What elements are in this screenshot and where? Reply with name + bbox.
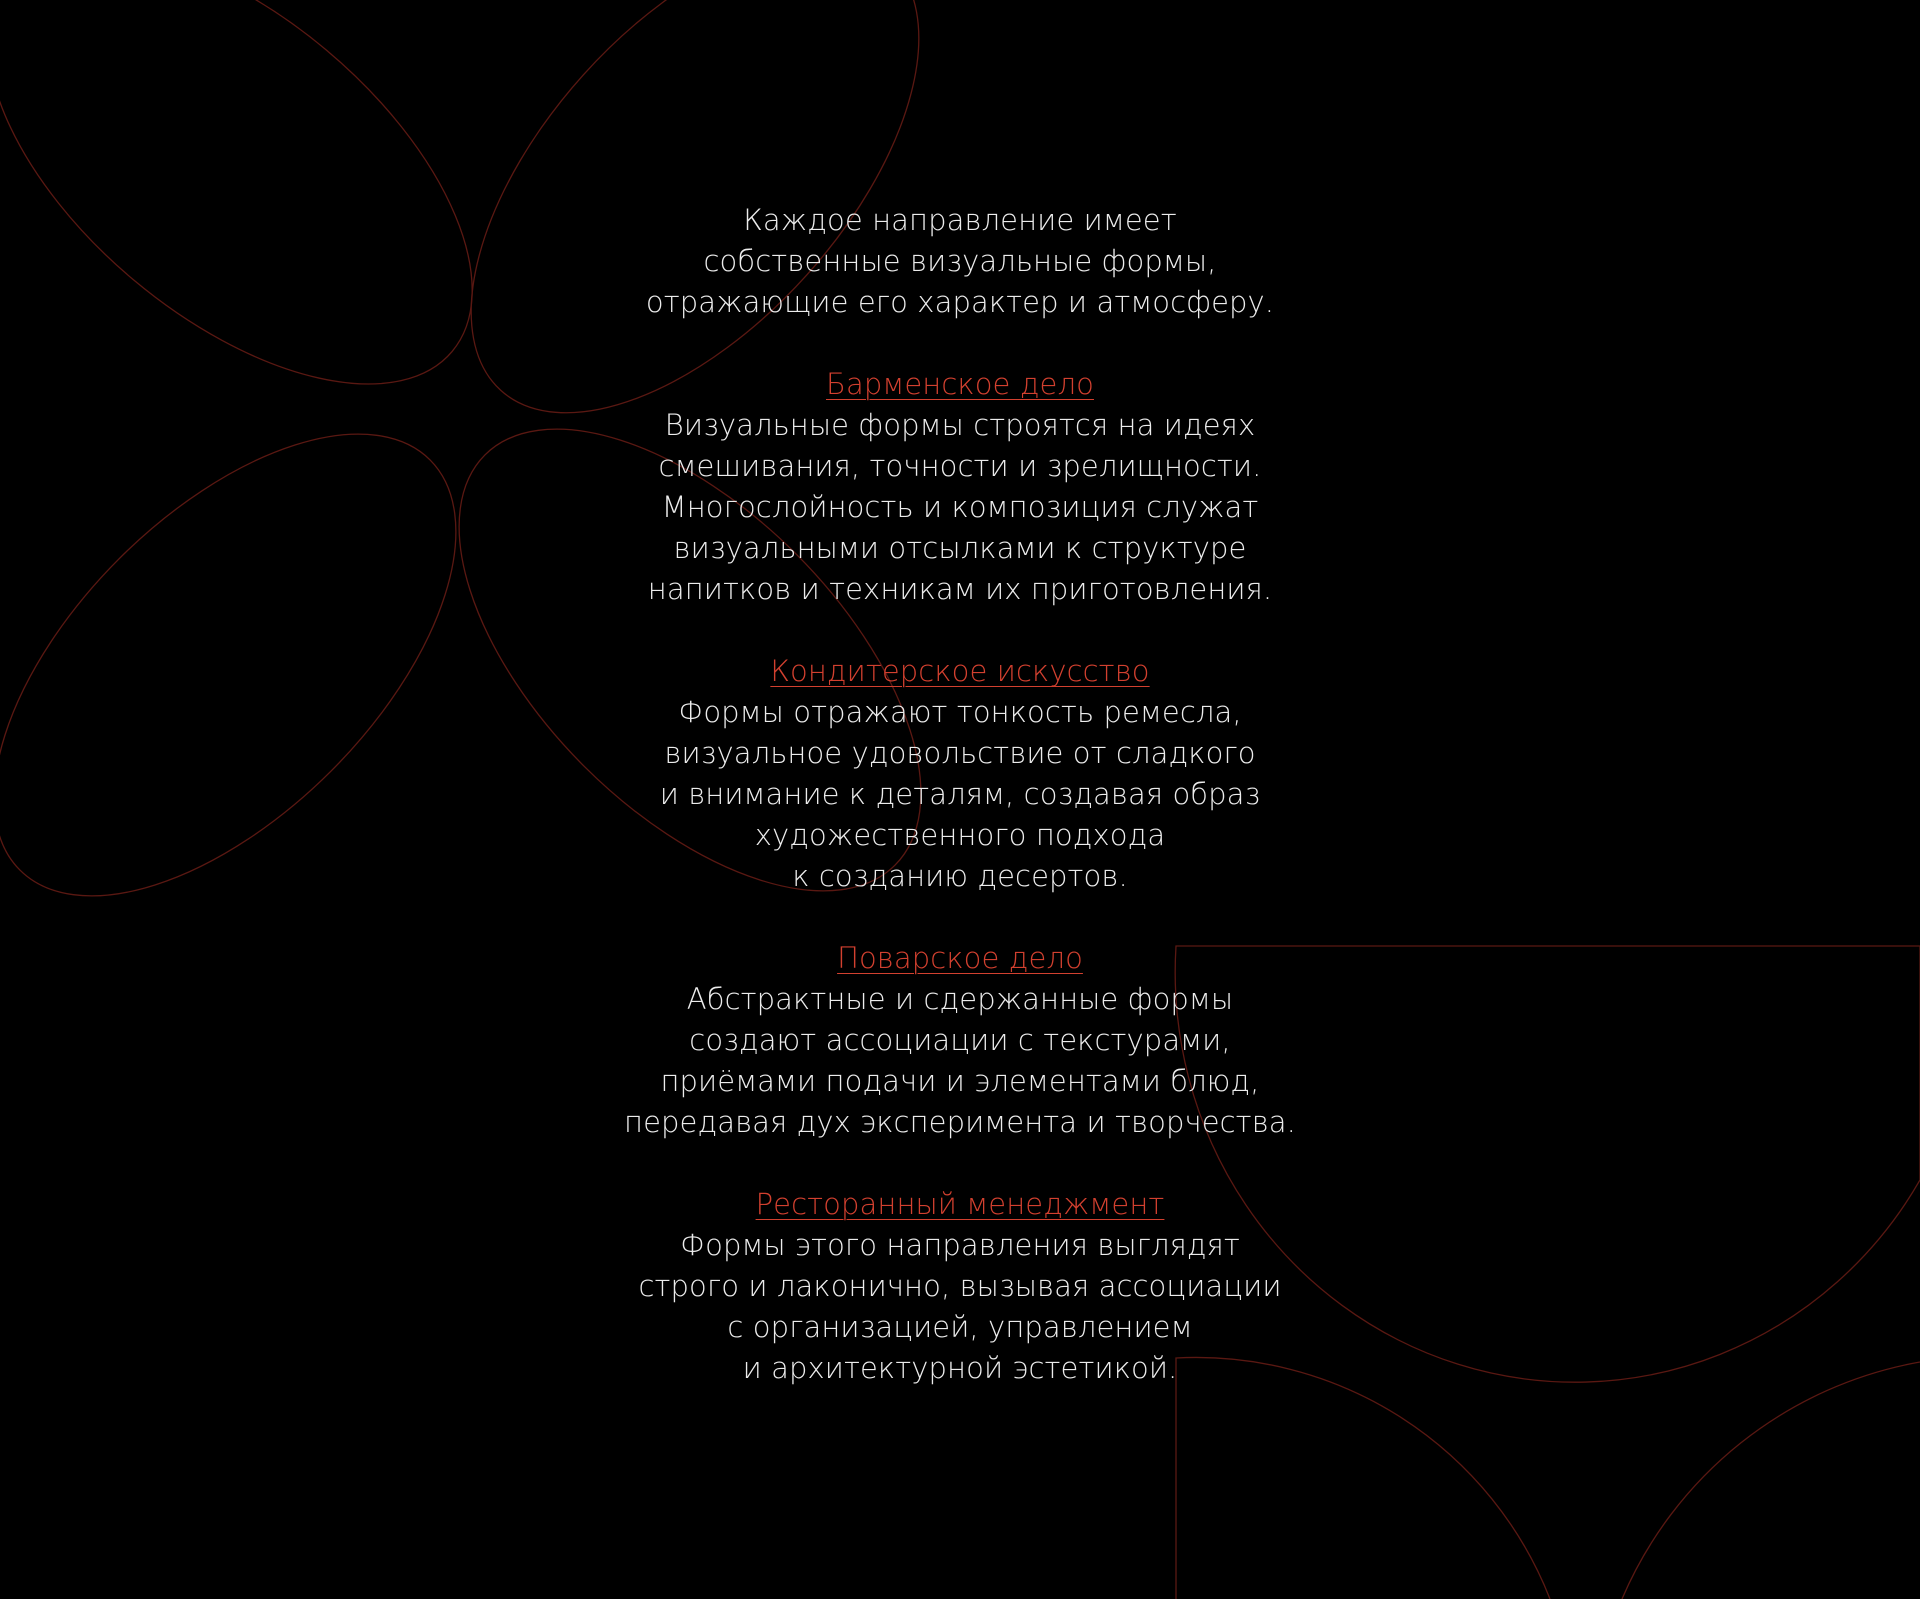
heading-link-restaurant-management[interactable]: Ресторанный менеджмент <box>755 1187 1165 1221</box>
section-line: Визуальные формы строятся на идеях <box>664 408 1256 442</box>
intro-line: Каждое направление имеет <box>743 203 1177 237</box>
section-line: визуальными отсылками к структуре <box>673 531 1247 565</box>
section-line: Формы отражают тонкость ремесла, <box>678 695 1242 729</box>
intro-line: отражающие его характер и атмосферу. <box>645 285 1275 319</box>
section-line: к созданию десертов. <box>792 859 1128 893</box>
section-restaurant-management <box>0 1184 1920 1389</box>
directions-description <box>0 200 1920 1430</box>
section-line: смешивания, точности и зрелищности. <box>658 449 1262 483</box>
section-line: передавая дух эксперимента и творчества. <box>624 1105 1296 1139</box>
heading-link-culinary[interactable]: Поварское дело <box>837 941 1083 975</box>
section-culinary <box>0 938 1920 1143</box>
heading-link-bartending[interactable]: Барменское дело <box>826 367 1094 401</box>
section-line: приёмами подачи и элементами блюд, <box>660 1064 1260 1098</box>
heading-link-confectionery[interactable]: Кондитерское искусство <box>770 654 1150 688</box>
section-line: Формы этого направления выглядят <box>680 1228 1240 1262</box>
section-line: визуальное удовольствие от сладкого <box>664 736 1256 770</box>
section-line: художественного подхода <box>754 818 1166 852</box>
intro-line: собственные визуальные формы, <box>703 244 1217 278</box>
section-line: и архитектурной эстетикой. <box>742 1351 1178 1385</box>
section-line: строго и лаконично, вызывая ассоциации <box>638 1269 1282 1303</box>
section-line: напитков и техникам их приготовления. <box>647 572 1273 606</box>
section-line: и внимание к деталям, создавая образ <box>659 777 1261 811</box>
section-bartending <box>0 364 1920 610</box>
intro-paragraph <box>0 200 1920 323</box>
section-line: Многослойность и композиция служат <box>661 490 1259 524</box>
section-line: с организацией, управлением <box>727 1310 1193 1344</box>
section-line: создают ассоциации с текстурами, <box>689 1023 1231 1057</box>
section-line: Абстрактные и сдержанные формы <box>686 982 1234 1016</box>
section-confectionery <box>0 651 1920 897</box>
